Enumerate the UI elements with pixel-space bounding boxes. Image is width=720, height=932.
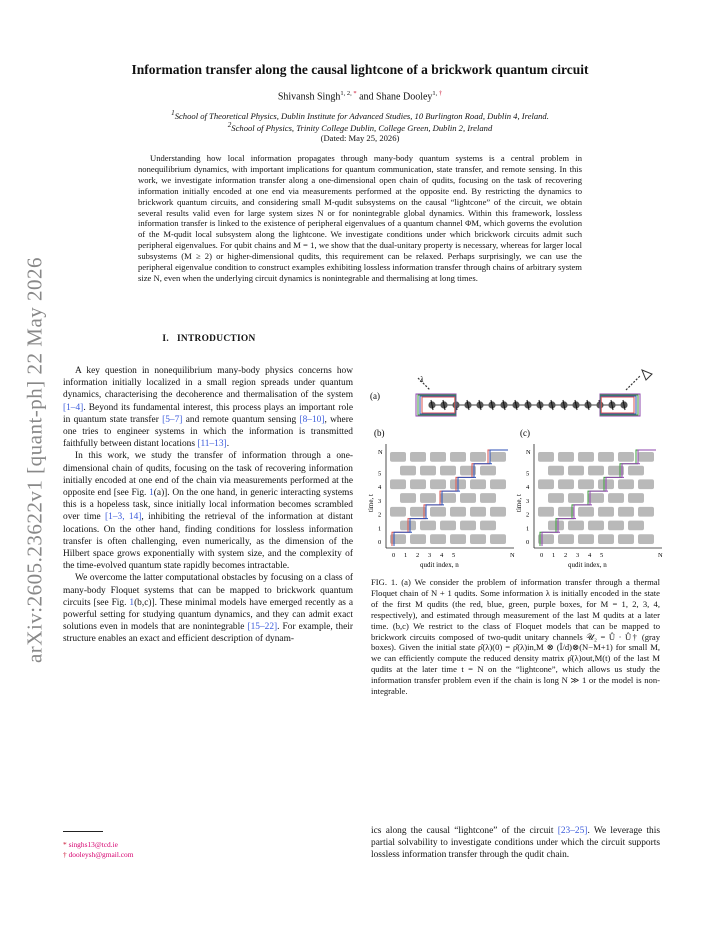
gate-box xyxy=(618,534,634,544)
gate-box xyxy=(578,507,594,517)
gate-box xyxy=(460,493,476,503)
gate-box xyxy=(568,521,584,531)
gate-box xyxy=(538,452,554,462)
gate-box xyxy=(450,507,466,517)
y-tick-label: 0 xyxy=(526,539,530,546)
gate-box xyxy=(548,493,564,503)
x-tick-label: 1 xyxy=(552,552,556,559)
gate-box xyxy=(410,534,426,544)
gate-box xyxy=(628,493,644,503)
affiliation-2: $^2$School of Physics, Trinity College Dublin, College Green, Dublin 2, Ireland xyxy=(227,121,493,133)
brickwork-circuit-c xyxy=(515,444,663,569)
gate-box xyxy=(578,534,594,544)
dated-line: (Dated: May 25, 2026) xyxy=(320,133,400,143)
gate-box xyxy=(538,479,554,489)
author-list: Shivansh Singh$^{1, 2, *}$ and Shane Dooley$^{1, \dagger}$ xyxy=(277,90,443,103)
intro-left-column xyxy=(63,365,353,646)
gate-box xyxy=(460,521,476,531)
abstract: Understanding how local information propagates through many-body quantum systems is a central problem in nonequilibrium dynamics, with important implications for quantum communication, state transfer, and remote sensing. In this work, we investigate information transfer along a one-dimensional open chain of qudits, focusing on the task of recovering information initially encoded at one end via measurements performed at the opposite end. By restricting the dynamics to brickwork quantum circuits, and considering small M-qudit subsystems on the causal “lightcone” of the circuit, we obtain several results valid even for large system sizes N or for nonintegrable global dynamics. Within this framework, lossless information transfer is linked to the existence of peripheral eigenvalues of a quantum channel ΦM, which governs the evolution of the M-qudit local subsystem along the lightcone. We investigate conditions under which brickwork circuits admit such peripheral eigenvalues. For qubit chains and M = 1, we show that the dual-unitary property is necessary, whereas for larger local subsystems (M ≥ 2) or higher-dimensional qudits, this requirement can be relaxed. Perhaps surprisingly, we can use the peripheral eigenvalue condition to construct examples exhibiting lossless information transfer through chains of arbitrary system size N, even when the underlying circuit dynamics is nonintegrable and thermalising at long times. xyxy=(138,153,582,283)
gate-box xyxy=(400,493,416,503)
qudit-chain-diagram xyxy=(416,370,652,416)
paragraph: We overcome the latter computational obstacles by focusing on a class of many-body Floquet systems that can be mapped to brickwork quantum circuits [see Fig. 1(b,c)]. These minimal models have emerged recently as a powerful setting for studying quantum dynamics, and they can admit exact solutions even in models that are nonintegrable [15–22]. For example, their structure enables an exact and efficient description of dynam- xyxy=(63,573,354,645)
citation-link[interactable]: [1–4] xyxy=(63,402,84,413)
gate-box xyxy=(598,507,614,517)
affiliation-1: $^1$School of Theoretical Physics, Dublin Institute for Advanced Studies, 10 Burlington Road, Dublin 4, Ireland. xyxy=(171,109,549,121)
paragraph: In this work, we study the transfer of information through a one-dimensional chain of qudits, focusing on the task of recovering information initially encoded at one end of the chain via measurements performed at the opposite end [see Fig. 1(a)]. On the one hand, in generic interacting systems this is a hopeless task, since initially local information becomes scrambled over time [1–3, 14], inhibiting the retrieval of the information at distant locations. On the other hand, finding conditions for lossless information transfer is often challenging, even numerically, as the dimension of the Hilbert space grows exponentially with system size, and the complexity of the time-evolved quantum state rapidly becomes intractable. xyxy=(63,451,354,572)
gate-box xyxy=(490,534,506,544)
citation-link[interactable]: [8–10] xyxy=(299,414,325,425)
citation-link[interactable]: [5–7] xyxy=(162,414,183,425)
gate-box xyxy=(390,507,406,517)
x-tick-label: 3 xyxy=(576,552,580,559)
gate-box xyxy=(410,452,426,462)
x-tick-label: 5 xyxy=(452,552,456,559)
gate-box xyxy=(628,466,644,476)
x-tick-label: 0 xyxy=(540,552,544,559)
y-tick-label: 4 xyxy=(378,484,382,492)
gate-box xyxy=(480,521,496,531)
gate-box xyxy=(430,479,446,489)
gate-box xyxy=(588,521,604,531)
gate-box xyxy=(578,479,594,489)
x-tick-label: 3 xyxy=(428,552,432,559)
gate-box xyxy=(390,479,406,489)
gate-box xyxy=(618,479,634,489)
gate-box xyxy=(410,479,426,489)
section-heading: I. INTRODUCTION xyxy=(162,334,256,344)
gate-box xyxy=(568,493,584,503)
x-tick-label: 5 xyxy=(600,552,604,559)
email-link[interactable]: singhs13@tcd.ie xyxy=(68,840,118,849)
gate-box xyxy=(588,466,604,476)
author-name: Shivansh Singh xyxy=(277,91,341,103)
lambda-label: λ xyxy=(420,375,424,384)
panel-label-b: (b) xyxy=(374,428,385,438)
y-tick-label: 2 xyxy=(526,511,530,519)
x-tick-label: N xyxy=(510,552,515,559)
y-tick-label: 4 xyxy=(526,484,530,492)
intro-right-column: ics along the causal “lightcone” of the circuit [23–25]. We leverage this partial solvability to investigate conditions under which the circuit supports lossless information transfer through the qudit chain. xyxy=(371,826,660,861)
gate-box xyxy=(608,521,624,531)
gate-box xyxy=(470,452,486,462)
gate-box xyxy=(598,534,614,544)
y-tick-label: 2 xyxy=(378,511,382,519)
gate-box xyxy=(470,479,486,489)
gate-box xyxy=(480,493,496,503)
y-tick-label: N xyxy=(378,449,383,456)
gate-box xyxy=(558,479,574,489)
x-tick-label: 2 xyxy=(564,552,568,559)
gate-box xyxy=(490,507,506,517)
output-arrow-icon xyxy=(626,376,640,390)
author-name: Shane Dooley xyxy=(376,91,433,103)
gate-box xyxy=(548,466,564,476)
citation-link[interactable]: [1–3, 14] xyxy=(105,512,142,523)
gate-box xyxy=(430,452,446,462)
gate-box xyxy=(470,507,486,517)
gate-box xyxy=(628,521,644,531)
gate-box xyxy=(420,493,436,503)
gate-box xyxy=(618,452,634,462)
gate-box xyxy=(558,452,574,462)
footnote-rule xyxy=(63,831,103,832)
citation-link[interactable]: [23–25] xyxy=(557,826,588,836)
y-tick-label: 5 xyxy=(378,470,382,478)
panel-label-a: (a) xyxy=(370,391,380,401)
gate-box xyxy=(598,452,614,462)
x-tick-label: 4 xyxy=(440,552,444,559)
panel-label-c: (c) xyxy=(520,428,530,438)
gate-box xyxy=(430,534,446,544)
gate-box xyxy=(430,507,446,517)
email-link[interactable]: dooleysh@gmail.com xyxy=(68,850,134,859)
y-tick-label: 0 xyxy=(378,539,382,546)
gate-box xyxy=(470,534,486,544)
gate-box xyxy=(420,521,436,531)
gate-box xyxy=(638,479,654,489)
gate-box xyxy=(558,534,574,544)
y-tick-label: 5 xyxy=(526,470,530,478)
paragraph: A key question in nonequilibrium many-body physics concerns how information initially localized in a small region spreads under quantum dynamics, characterising the decoherence and thermalisation of the system [1–4]. Beyond its fundamental interest, this process plays an important role in quantum state transfer [5–7] and remote quantum sensing [8–10], where one tries to engineer systems in which the information is transmitted faithfully between distant locations [11–13]. xyxy=(63,366,354,450)
y-axis-label: time, t xyxy=(515,494,523,512)
gate-box xyxy=(578,452,594,462)
gate-box xyxy=(638,452,654,462)
x-tick-label: N xyxy=(658,552,663,559)
gate-box xyxy=(538,507,554,517)
gate-box xyxy=(490,452,506,462)
gate-box xyxy=(450,534,466,544)
x-tick-label: 2 xyxy=(416,552,420,559)
x-tick-label: 4 xyxy=(588,552,592,559)
x-tick-label: 0 xyxy=(392,552,396,559)
y-tick-label: 1 xyxy=(378,525,382,533)
gate-box xyxy=(568,466,584,476)
figure-link[interactable]: 1 xyxy=(129,597,135,608)
gate-box xyxy=(608,493,624,503)
brickwork-circuit-b xyxy=(367,444,515,569)
gate-box xyxy=(490,479,506,489)
gate-box xyxy=(440,521,456,531)
gate-box xyxy=(390,452,406,462)
arxiv-identifier: arXiv:2605.23622v1 [quant-ph] 22 May 2026 xyxy=(22,256,47,664)
x-axis-label: qudit index, n xyxy=(420,561,459,569)
y-axis-label: time, t xyxy=(367,494,375,512)
gate-box xyxy=(480,466,496,476)
gate-box xyxy=(450,452,466,462)
y-tick-label: 3 xyxy=(526,497,530,505)
gate-box xyxy=(638,507,654,517)
citation-link[interactable]: [11–13] xyxy=(197,439,227,450)
footnotes: * singhs13@tcd.ie † dooleysh@gmail.com xyxy=(63,840,134,859)
paper-title: Information transfer along the causal lightcone of a brickwork quantum circuit xyxy=(131,62,589,77)
gate-box xyxy=(440,466,456,476)
citation-link[interactable]: [15–22] xyxy=(247,622,278,633)
figure-caption: FIG. 1. (a) We consider the problem of information transfer through a thermal Floquet chain of N + 1 qudits. Some information λ is initially encoded in the state of the first M qudits (the red, blue, green, purple boxes, for M = 1, 2, 3, 4, respectively), and estimated through measurement of the last M qudits at a later time. (b,c) We restrict to the class of Floquet models that can be mapped to brickwork circuits composed of two-qudit unitary channels 𝒰₂ = Û · Û† (gray boxes). Given the initial state ρ̂(λ)(0) = ρ̂(λ)in,M ⊗ (Î/d)⊗(N−M+1) for small M, we can efficiently compute the reduced density matrix ρ̂(λ)out,M(t) of the last M qudits at the later time t = N on the “lightcone”, which allows us study the information transfer problem even if the chain is long N ≫ 1 or the model is non-integrable. xyxy=(371,577,661,697)
gate-box xyxy=(400,466,416,476)
figure-link[interactable]: 1 xyxy=(149,488,154,499)
figure-1 xyxy=(368,364,663,574)
gate-box xyxy=(638,534,654,544)
gate-box xyxy=(420,466,436,476)
y-tick-label: N xyxy=(526,449,531,456)
y-tick-label: 1 xyxy=(526,525,530,533)
gate-box xyxy=(618,507,634,517)
detector-icon xyxy=(642,370,652,380)
x-tick-label: 1 xyxy=(404,552,408,559)
y-tick-label: 3 xyxy=(378,497,382,505)
x-axis-label: qudit index, n xyxy=(568,561,607,569)
